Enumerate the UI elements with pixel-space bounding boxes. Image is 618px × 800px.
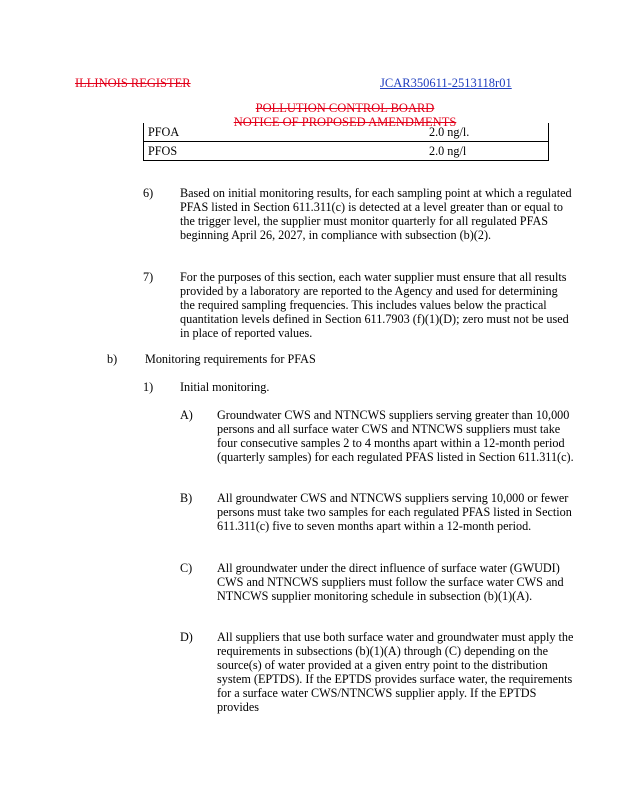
pfas-trigger-table	[143, 123, 549, 161]
notice-title: NOTICE OF PROPOSED AMENDMENTS	[233, 115, 457, 129]
item-number: D)	[180, 630, 193, 644]
initial-monitoring-heading: Initial monitoring.	[180, 380, 270, 394]
document-id-link[interactable]: JCAR350611-2513118r01	[380, 76, 512, 90]
subsection-b-heading: Monitoring requirements for PFAS	[145, 352, 316, 366]
paragraph-B: All groundwater CWS and NTNCWS suppliers serving 10,000 or fewer persons must take two samples for each regulated PFAS listed in Section 611.311(c) five to seven months apart within a 12-month period.	[217, 491, 572, 533]
item-number: 7)	[143, 270, 154, 284]
register-header: ILLINOIS REGISTER	[75, 76, 191, 90]
pfas-value-cell: 2.0 ng/l.	[429, 125, 470, 139]
pfas-name-cell: PFOS	[148, 144, 178, 158]
paragraph-D: All suppliers that use both surface water and groundwater must apply the requirements in subsections (b)(1)(A) through (C) depending on the source(s) of water provided at a given entry point to the distribution system (EPTDS). If the EPTDS provides surface water, the requirements for a surface water CWS/NTNCWS supplier apply. If the EPTDS provides	[217, 630, 574, 714]
paragraph-7: For the purposes of this section, each water supplier must ensure that all results provided by a laboratory are reported to the Agency and used for determining the required sampling frequencies. This includes values below the practical quantitation levels defined in Section 611.7903 (f)(1)(D); zero must not be used in place of reported values.	[180, 270, 569, 340]
pfas-value-cell: 2.0 ng/l	[429, 144, 467, 158]
item-number: 1)	[143, 380, 154, 394]
subsection-letter: b)	[107, 352, 118, 366]
board-title: POLLUTION CONTROL BOARD	[255, 101, 435, 115]
item-number: C)	[180, 561, 193, 575]
pfas-name-cell: PFOA	[148, 125, 180, 139]
item-number: A)	[180, 408, 193, 422]
paragraph-C: All groundwater under the direct influence of surface water (GWUDI) CWS and NTNCWS suppliers must follow the surface water CWS and NTNCWS supplier monitoring schedule in subsection (b)(1)(A).	[217, 561, 564, 603]
table-row	[144, 142, 549, 161]
paragraph-A: Groundwater CWS and NTNCWS suppliers serving greater than 10,000 persons and all surface water CWS and NTNCWS suppliers must take four consecutive samples 2 to 4 months apart within a 12-month period (quarterly samples) for each regulated PFAS listed in Section 611.311(c).	[217, 408, 574, 464]
table-row	[144, 123, 549, 142]
item-number: B)	[180, 491, 193, 505]
item-number: 6)	[143, 186, 154, 200]
paragraph-6: Based on initial monitoring results, for each sampling point at which a regulated PFAS listed in Section 611.311(c) is detected at a level greater than or equal to the trigger level, the supplier must monitor quarterly for all regulated PFAS beginning April 26, 2027, in compliance with subsection (b)(2).	[180, 186, 572, 242]
